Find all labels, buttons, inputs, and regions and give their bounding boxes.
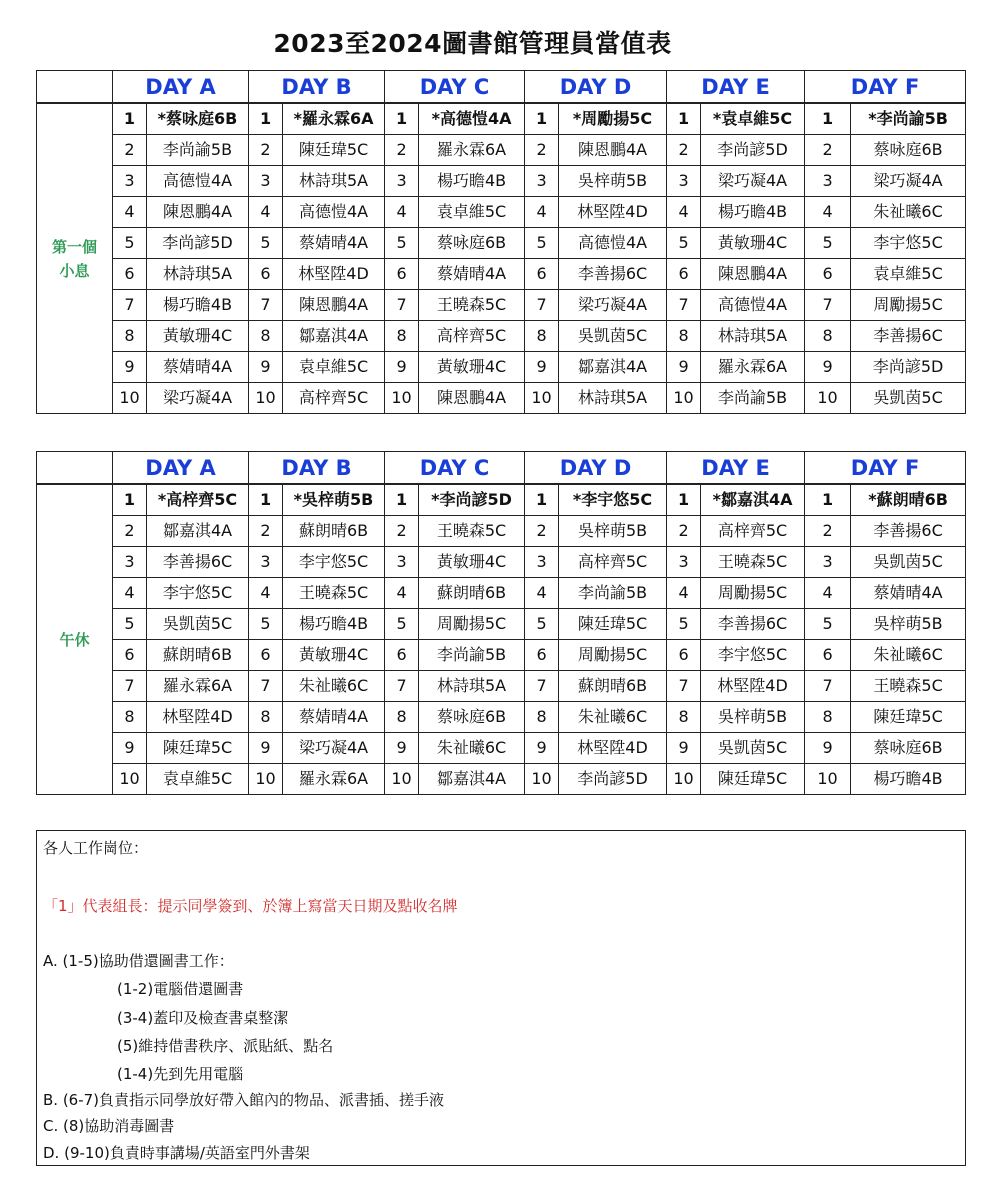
student-cell: *吳梓萌5B	[283, 484, 385, 516]
student-cell: 林詩琪5A	[701, 321, 805, 352]
table-row	[37, 609, 966, 640]
duty-number: 2	[113, 516, 147, 547]
student-cell: 蔡婧晴4A	[147, 352, 249, 383]
student-cell: 高德愷4A	[701, 290, 805, 321]
day-header: DAY F	[805, 452, 966, 485]
duty-number: 10	[113, 383, 147, 414]
student-cell: 李善揚6C	[559, 259, 667, 290]
duty-number: 5	[667, 609, 701, 640]
duty-number: 4	[249, 197, 283, 228]
duty-number: 3	[385, 547, 419, 578]
duty-table-lunch	[36, 451, 966, 795]
student-cell: 黃敏珊4C	[283, 640, 385, 671]
duty-number: 3	[249, 166, 283, 197]
duty-number: 7	[385, 671, 419, 702]
student-cell: 王曉森5C	[283, 578, 385, 609]
student-cell: 朱祉曦6C	[283, 671, 385, 702]
duty-number: 7	[805, 290, 851, 321]
duty-number: 8	[113, 702, 147, 733]
duty-number: 2	[667, 516, 701, 547]
duty-number: 2	[667, 135, 701, 166]
leader-row	[37, 103, 966, 135]
student-cell: 林詩琪5A	[419, 671, 525, 702]
day-header: DAY C	[385, 452, 525, 485]
duty-number: 4	[525, 578, 559, 609]
page-title: 2023至2024圖書館管理員當值表	[273, 29, 672, 58]
duty-number: 6	[113, 259, 147, 290]
duty-number: 10	[249, 764, 283, 795]
student-cell: 羅永霖6A	[419, 135, 525, 166]
table-row	[37, 640, 966, 671]
duty-number: 9	[805, 352, 851, 383]
duty-number: 3	[667, 547, 701, 578]
student-cell: 李尚諭5B	[701, 383, 805, 414]
student-cell: 鄒嘉淇4A	[559, 352, 667, 383]
table-row	[37, 547, 966, 578]
student-cell: 陳恩鵬4A	[283, 290, 385, 321]
student-cell: 楊巧瞻4B	[283, 609, 385, 640]
duty-number: 1	[249, 484, 283, 516]
duty-number: 5	[805, 228, 851, 259]
student-cell: 高梓齊5C	[559, 547, 667, 578]
table-row	[37, 135, 966, 166]
duty-number: 3	[525, 547, 559, 578]
student-cell: 吳凱茵5C	[851, 547, 966, 578]
student-cell: 羅永霖6A	[147, 671, 249, 702]
duty-number: 1	[385, 103, 419, 135]
student-cell: 周勵揚5C	[419, 609, 525, 640]
student-cell: 朱祉曦6C	[559, 702, 667, 733]
duty-number: 5	[805, 609, 851, 640]
duty-number: 8	[667, 702, 701, 733]
duty-number: 4	[385, 578, 419, 609]
duty-number: 6	[667, 259, 701, 290]
header-corner	[37, 71, 113, 104]
table-row	[37, 290, 966, 321]
duty-number: 9	[249, 733, 283, 764]
duty-number: 9	[805, 733, 851, 764]
student-cell: 黃敏珊4C	[147, 321, 249, 352]
duty-number: 9	[249, 352, 283, 383]
duty-number: 3	[667, 166, 701, 197]
duty-number: 3	[805, 166, 851, 197]
table-row	[37, 516, 966, 547]
duty-number: 8	[525, 702, 559, 733]
duty-number: 7	[113, 290, 147, 321]
student-cell: 周勵揚5C	[559, 640, 667, 671]
student-cell: 楊巧瞻4B	[701, 197, 805, 228]
student-cell: 蔡婧晴4A	[283, 702, 385, 733]
period-label: 第一個 小息	[37, 103, 113, 414]
duty-number: 9	[113, 733, 147, 764]
duty-number: 1	[667, 103, 701, 135]
day-header: DAY B	[249, 71, 385, 104]
duty-a-3: (5)維持借書秩序、派貼紙、點名	[117, 1037, 334, 1055]
day-header: DAY D	[525, 452, 667, 485]
student-cell: 李尚諭5B	[147, 135, 249, 166]
table-row	[37, 259, 966, 290]
student-cell: 李尚諺5D	[701, 135, 805, 166]
duty-number: 5	[525, 228, 559, 259]
student-cell: 梁巧凝4A	[147, 383, 249, 414]
student-cell: *蔡咏庭6B	[147, 103, 249, 135]
duty-a-2: (3-4)蓋印及檢查書桌整潔	[117, 1009, 289, 1027]
student-cell: *李宇悠5C	[559, 484, 667, 516]
duty-number: 1	[805, 484, 851, 516]
student-cell: 蔡咏庭6B	[419, 228, 525, 259]
duty-number: 1	[805, 103, 851, 135]
duty-number: 8	[805, 702, 851, 733]
student-cell: 李宇悠5C	[147, 578, 249, 609]
duty-number: 6	[385, 640, 419, 671]
duty-number: 9	[667, 352, 701, 383]
student-cell: 梁巧凝4A	[851, 166, 966, 197]
duty-number: 5	[385, 609, 419, 640]
duty-number: 2	[249, 516, 283, 547]
student-cell: 陳廷瑋5C	[701, 764, 805, 795]
duty-notes-box	[36, 830, 966, 1166]
duty-number: 8	[525, 321, 559, 352]
duty-number: 6	[385, 259, 419, 290]
duty-number: 2	[525, 135, 559, 166]
duty-number: 9	[525, 352, 559, 383]
duty-number: 6	[805, 259, 851, 290]
student-cell: 鄒嘉淇4A	[419, 764, 525, 795]
student-cell: *羅永霖6A	[283, 103, 385, 135]
duty-number: 2	[525, 516, 559, 547]
student-cell: 鄒嘉淇4A	[147, 516, 249, 547]
student-cell: 李善揚6C	[851, 321, 966, 352]
leader-row	[37, 484, 966, 516]
table-row	[37, 671, 966, 702]
day-header: DAY E	[667, 71, 805, 104]
duty-number: 10	[385, 764, 419, 795]
student-cell: *鄒嘉淇4A	[701, 484, 805, 516]
duty-number: 8	[805, 321, 851, 352]
duty-number: 7	[805, 671, 851, 702]
student-cell: 王曉森5C	[419, 290, 525, 321]
student-cell: *蘇朗晴6B	[851, 484, 966, 516]
duty-number: 7	[113, 671, 147, 702]
leader-note: 「1」代表組長：提示同學簽到、於簿上寫當天日期及點收名牌	[43, 897, 458, 915]
student-cell: 楊巧瞻4B	[147, 290, 249, 321]
duty-number: 7	[667, 290, 701, 321]
student-cell: *李尚諺5D	[419, 484, 525, 516]
duty-number: 4	[385, 197, 419, 228]
duty-a-4: (1-4)先到先用電腦	[117, 1065, 244, 1083]
duty-number: 10	[249, 383, 283, 414]
student-cell: 王曉森5C	[701, 547, 805, 578]
day-header: DAY F	[805, 71, 966, 104]
student-cell: 林堅陞4D	[147, 702, 249, 733]
student-cell: 周勵揚5C	[851, 290, 966, 321]
duty-number: 4	[667, 197, 701, 228]
duty-number: 7	[249, 671, 283, 702]
student-cell: 吳梓萌5B	[701, 702, 805, 733]
student-cell: 朱祉曦6C	[851, 197, 966, 228]
student-cell: 蔡婧晴4A	[851, 578, 966, 609]
duty-c: C. (8)協助消毒圖書	[43, 1117, 175, 1135]
duty-number: 8	[249, 702, 283, 733]
day-header: DAY E	[667, 452, 805, 485]
student-cell: *李尚諭5B	[851, 103, 966, 135]
duty-number: 2	[805, 516, 851, 547]
student-cell: 林詩琪5A	[147, 259, 249, 290]
duty-number: 2	[805, 135, 851, 166]
duty-number: 4	[805, 578, 851, 609]
duty-b: B. (6-7)負責指示同學放好帶入館內的物品、派書插、搓手液	[43, 1091, 445, 1109]
duty-number: 4	[113, 578, 147, 609]
duty-number: 8	[385, 321, 419, 352]
duty-number: 6	[525, 640, 559, 671]
student-cell: *周勵揚5C	[559, 103, 667, 135]
duty-number: 10	[805, 764, 851, 795]
student-cell: 林詩琪5A	[559, 383, 667, 414]
student-cell: 楊巧瞻4B	[851, 764, 966, 795]
duty-number: 3	[249, 547, 283, 578]
student-cell: 陳廷瑋5C	[147, 733, 249, 764]
student-cell: 黃敏珊4C	[701, 228, 805, 259]
student-cell: 李尚諺5D	[559, 764, 667, 795]
table-row	[37, 578, 966, 609]
duty-number: 1	[113, 484, 147, 516]
table-row	[37, 764, 966, 795]
duty-number: 1	[525, 103, 559, 135]
student-cell: 袁卓維5C	[283, 352, 385, 383]
student-cell: 蔡咏庭6B	[851, 135, 966, 166]
student-cell: 鄒嘉淇4A	[283, 321, 385, 352]
student-cell: 陳恩鵬4A	[147, 197, 249, 228]
student-cell: 袁卓維5C	[851, 259, 966, 290]
day-header: DAY D	[525, 71, 667, 104]
duty-number: 6	[249, 259, 283, 290]
duty-table-recess	[36, 70, 966, 414]
duty-number: 1	[249, 103, 283, 135]
student-cell: 楊巧瞻4B	[419, 166, 525, 197]
duty-number: 9	[385, 352, 419, 383]
student-cell: 李尚諭5B	[419, 640, 525, 671]
student-cell: 蘇朗晴6B	[419, 578, 525, 609]
table-row	[37, 702, 966, 733]
duty-number: 6	[113, 640, 147, 671]
day-header-row	[37, 452, 966, 485]
duty-number: 7	[525, 290, 559, 321]
header-corner	[37, 452, 113, 485]
duty-number: 10	[525, 383, 559, 414]
student-cell: 李宇悠5C	[851, 228, 966, 259]
duty-number: 6	[525, 259, 559, 290]
student-cell: 蔡咏庭6B	[851, 733, 966, 764]
student-cell: 吳梓萌5B	[559, 516, 667, 547]
duty-number: 6	[805, 640, 851, 671]
student-cell: 陳恩鵬4A	[419, 383, 525, 414]
duty-number: 7	[667, 671, 701, 702]
duty-number: 4	[667, 578, 701, 609]
student-cell: 李尚諺5D	[851, 352, 966, 383]
duty-number: 1	[667, 484, 701, 516]
student-cell: 李善揚6C	[701, 609, 805, 640]
duty-d: D. (9-10)負責時事講場/英語室門外書架	[43, 1144, 310, 1162]
student-cell: *袁卓維5C	[701, 103, 805, 135]
student-cell: 吳凱茵5C	[147, 609, 249, 640]
duty-number: 3	[525, 166, 559, 197]
duty-number: 6	[249, 640, 283, 671]
student-cell: 袁卓維5C	[419, 197, 525, 228]
student-cell: 蔡婧晴4A	[419, 259, 525, 290]
duty-number: 2	[113, 135, 147, 166]
student-cell: 黃敏珊4C	[419, 352, 525, 383]
student-cell: *高梓齊5C	[147, 484, 249, 516]
duty-number: 5	[113, 609, 147, 640]
student-cell: *高德愷4A	[419, 103, 525, 135]
day-header: DAY C	[385, 71, 525, 104]
duty-number: 7	[249, 290, 283, 321]
duty-number: 9	[385, 733, 419, 764]
student-cell: 梁巧凝4A	[283, 733, 385, 764]
duty-number: 8	[249, 321, 283, 352]
student-cell: 高德愷4A	[147, 166, 249, 197]
student-cell: 李善揚6C	[851, 516, 966, 547]
student-cell: 王曉森5C	[419, 516, 525, 547]
student-cell: 吳凱茵5C	[851, 383, 966, 414]
student-cell: 王曉森5C	[851, 671, 966, 702]
day-header: DAY A	[113, 71, 249, 104]
student-cell: 李善揚6C	[147, 547, 249, 578]
student-cell: 高梓齊5C	[419, 321, 525, 352]
student-cell: 袁卓維5C	[147, 764, 249, 795]
student-cell: 林堅陞4D	[559, 733, 667, 764]
student-cell: 林詩琪5A	[283, 166, 385, 197]
duty-number: 2	[249, 135, 283, 166]
student-cell: 陳廷瑋5C	[851, 702, 966, 733]
duty-a-1: (1-2)電腦借還圖書	[117, 980, 244, 998]
table-row	[37, 321, 966, 352]
duty-number: 9	[525, 733, 559, 764]
student-cell: 吳凱茵5C	[701, 733, 805, 764]
duty-number: 3	[385, 166, 419, 197]
student-cell: 蘇朗晴6B	[283, 516, 385, 547]
day-header-row	[37, 71, 966, 104]
student-cell: 梁巧凝4A	[559, 290, 667, 321]
student-cell: 李宇悠5C	[701, 640, 805, 671]
table-row	[37, 383, 966, 414]
student-cell: 陳恩鵬4A	[701, 259, 805, 290]
duty-number: 8	[113, 321, 147, 352]
student-cell: 蘇朗晴6B	[559, 671, 667, 702]
student-cell: 林堅陞4D	[283, 259, 385, 290]
student-cell: 蔡咏庭6B	[419, 702, 525, 733]
duty-number: 6	[667, 640, 701, 671]
duty-number: 5	[667, 228, 701, 259]
duty-number: 5	[525, 609, 559, 640]
table-row	[37, 733, 966, 764]
table-row	[37, 228, 966, 259]
student-cell: 高德愷4A	[559, 228, 667, 259]
duty-number: 10	[805, 383, 851, 414]
duty-number: 1	[525, 484, 559, 516]
duty-number: 3	[805, 547, 851, 578]
student-cell: 周勵揚5C	[701, 578, 805, 609]
duty-number: 4	[249, 578, 283, 609]
table-row	[37, 352, 966, 383]
duty-number: 4	[113, 197, 147, 228]
duty-number: 9	[113, 352, 147, 383]
duty-a: A. (1-5)協助借還圖書工作：	[43, 952, 234, 970]
student-cell: 黃敏珊4C	[419, 547, 525, 578]
student-cell: 朱祉曦6C	[851, 640, 966, 671]
duty-number: 2	[385, 516, 419, 547]
student-cell: 蘇朗晴6B	[147, 640, 249, 671]
duty-number: 8	[667, 321, 701, 352]
duty-number: 5	[385, 228, 419, 259]
duty-number: 2	[385, 135, 419, 166]
duty-number: 7	[385, 290, 419, 321]
period-label: 午休	[37, 484, 113, 795]
duty-number: 8	[385, 702, 419, 733]
duty-number: 9	[667, 733, 701, 764]
duty-number: 5	[249, 609, 283, 640]
student-cell: 李尚諺5D	[147, 228, 249, 259]
student-cell: 梁巧凝4A	[701, 166, 805, 197]
duty-number: 10	[667, 383, 701, 414]
student-cell: 羅永霖6A	[701, 352, 805, 383]
student-cell: 蔡婧晴4A	[283, 228, 385, 259]
student-cell: 李尚諭5B	[559, 578, 667, 609]
student-cell: 陳廷瑋5C	[283, 135, 385, 166]
duty-number: 10	[525, 764, 559, 795]
day-header: DAY A	[113, 452, 249, 485]
student-cell: 羅永霖6A	[283, 764, 385, 795]
student-cell: 陳廷瑋5C	[559, 609, 667, 640]
student-cell: 陳恩鵬4A	[559, 135, 667, 166]
day-header: DAY B	[249, 452, 385, 485]
student-cell: 高梓齊5C	[283, 383, 385, 414]
duty-number: 5	[249, 228, 283, 259]
duty-number: 5	[113, 228, 147, 259]
duty-number: 10	[113, 764, 147, 795]
table-row	[37, 197, 966, 228]
duty-number: 3	[113, 547, 147, 578]
notes-heading: 各人工作崗位：	[43, 839, 149, 857]
student-cell: 李宇悠5C	[283, 547, 385, 578]
duty-number: 1	[113, 103, 147, 135]
student-cell: 吳梓萌5B	[851, 609, 966, 640]
duty-number: 4	[805, 197, 851, 228]
duty-number: 10	[385, 383, 419, 414]
student-cell: 吳凱茵5C	[559, 321, 667, 352]
student-cell: 朱祉曦6C	[419, 733, 525, 764]
table-row	[37, 166, 966, 197]
student-cell: 林堅陞4D	[701, 671, 805, 702]
student-cell: 吳梓萌5B	[559, 166, 667, 197]
duty-number: 1	[385, 484, 419, 516]
student-cell: 高德愷4A	[283, 197, 385, 228]
duty-number: 7	[525, 671, 559, 702]
duty-number: 4	[525, 197, 559, 228]
duty-number: 3	[113, 166, 147, 197]
student-cell: 林堅陞4D	[559, 197, 667, 228]
student-cell: 高梓齊5C	[701, 516, 805, 547]
duty-number: 10	[667, 764, 701, 795]
